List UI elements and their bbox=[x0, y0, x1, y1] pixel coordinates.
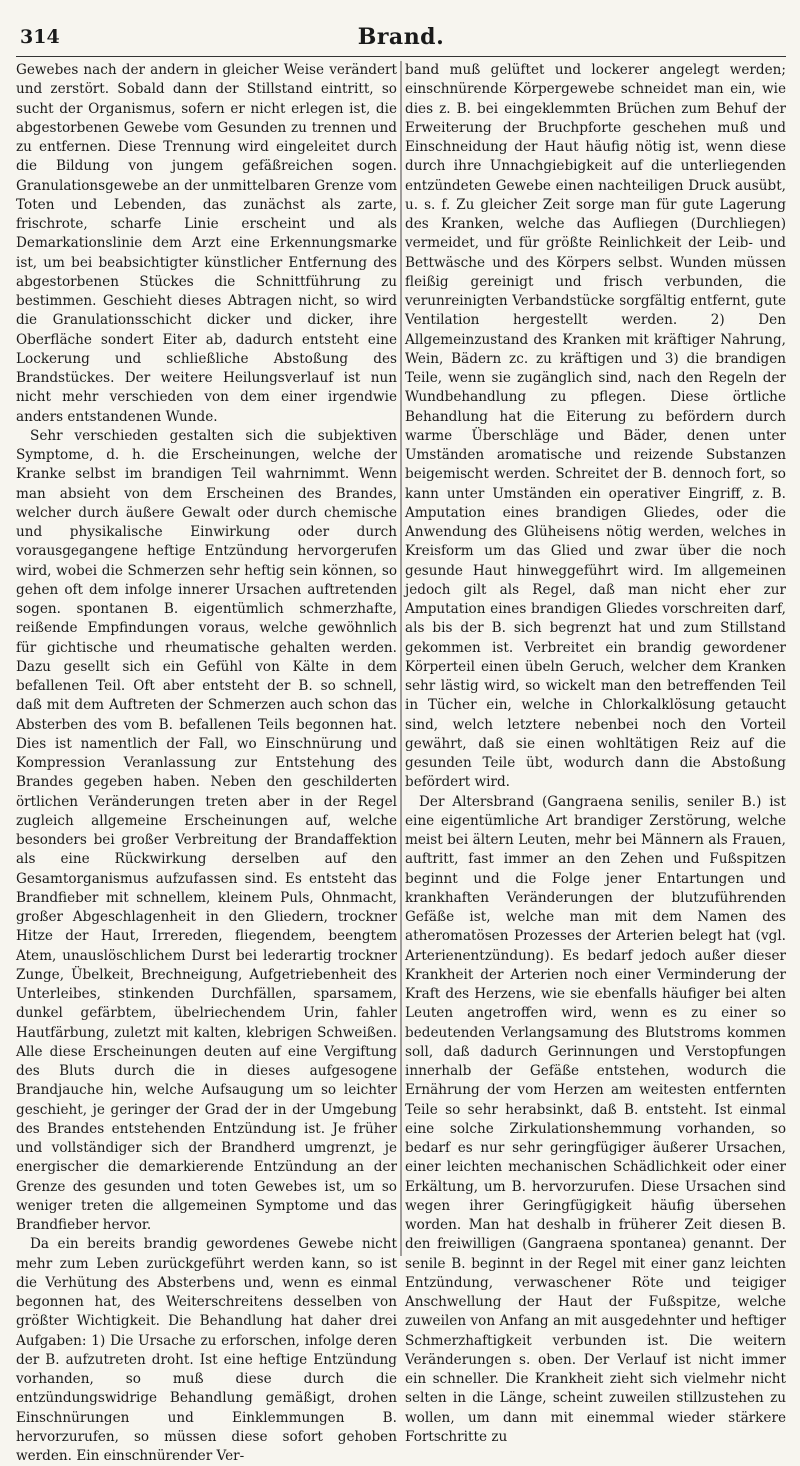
paragraph: Sehr verschieden gestalten sich die subjektiven Symptome, d. h. die Erscheinungen, welche der Kranke selbst im brandigen Teil wahrnimmt. Wenn man absieht von dem Erscheinen des Brandes, welcher durch äußere Gewalt oder durch chemische und physikalische Einwirkung oder durch vorausgegangene heftige Entzündung hervorgerufen wird, wobei die Schmerzen sehr heftig sein können, so gehen oft dem infolge innerer Ursachen auftretenden sogen. spontanen B. eigentümlich schmerzhafte, reißende Empfindungen voraus, welche gewöhnlich für gichtische und rheumatische gehalten werden. Dazu gesellt sich ein Gefühl von Kälte in dem befallenen Teil. Oft aber entsteht der B. so schnell, daß mit dem Auftreten der Schmerzen auch schon das Absterben des vom B. befallenen Teils begonnen hat. Dies ist namentlich der Fall, wo Einschnürung und Kompression Veranlassung zur Entstehung des Brandes gegeben haben. Neben den geschilderten örtlichen Veränderungen treten aber in der Regel zugleich allgemeine Erscheinungen auf, welche besonders bei großer Verbreitung der Brandaffektion als eine Rückwirkung derselben auf den Gesamtorganismus aufzufassen sind. Es entsteht das Brandfieber mit schnellem, kleinem Puls, Ohnmacht, großer Abgeschlagenheit in den Gliedern, trockner Hitze der Haut, Irrereden, fliegendem, beengtem Atem, unauslöschlichem Durst bei lederartig trockner Zunge, Übelkeit, Brechneigung, Aufgetriebenheit des Unterleibes, stinkenden Durchfällen, sparsamem, dunkel gefärbtem, übelriechendem Urin, fahler Hautfärbung, zuletzt mit kalten, klebrigen Schweißen. Alle diese Erscheinungen deuten auf eine Vergiftung des Bluts durch die in dieses aufgesogene Brandjauche hin, welche Aufsaugung um so leichter geschieht, je geringer der Grad der in der Umgebung des Brandes entstehenden Entzündung ist. Je früher und vollständiger sich der Brandherd umgrenzt, je energischer die demarkierende Entzündung an der Grenze des gesunden und toten Gewebes ist, um so weniger treten die allgemeinen Symptome und das Brandfieber hervor. bbox=[16, 427, 397, 1233]
paragraph: Da ein bereits brandig gewordenes Gewebe nicht mehr zum Leben zurückgeführt werden kann, so ist die Verhütung des Absterbens und, wenn es einmal begonnen hat, des Weiterschreitens desselben von größter Wichtigkeit. Die Behandlung hat daher drei Aufgaben: 1) Die Ursache zu erforschen, infolge deren der B. aufzutreten droht. Ist eine heftige Entzündung vorhanden, so muß diese durch die entzündungswidrige Behandlung gemäßigt, drohen Einschnürungen und Einklemmungen B. hervorzurufen, so müssen diese sofort gehoben werden. Ein einschnürender Ver- bbox=[16, 1236, 397, 1464]
page-number: 314 bbox=[20, 26, 60, 48]
paragraph: Der Altersbrand (Gangraena senilis, seniler B.) ist eine eigentümliche Art brandiger Zerstörung, welche meist bei ältern Leuten, mehr bei Männern als Frauen, auftritt, fast immer an den Zehen und Fußspitzen beginnt und die Folge jener Entartungen und krankhaften Veränderungen der blutzuführenden Gefäße ist, welche man mit dem Namen des atheromatösen Prozesses der Arterien belegt hat (vgl. Arterienentzündung). Es bedarf jedoch außer dieser Krankheit der Arterien noch einer Verminderung der Kraft des Herzens, wie sie ebenfalls häufiger bei alten Leuten angetroffen wird, wenn es zu einer so bedeutenden Verlangsamung des Blutstroms kommen soll, daß dadurch Gerinnungen und Verstopfungen innerhalb der Gefäße entstehen, wodurch die Ernährung der vom Herzen am weitesten entfernten Teile so sehr herabsinkt, daß B. entsteht. Ist einmal eine solche Zirkulationshemmung vorhanden, so bedarf es nur sehr geringfügiger äußerer Ursachen, einer leichten mechanischen Schädlichkeit oder einer Erkältung, um B. hervorzurufen. Diese Ursachen sind wegen ihrer Geringfügigkeit häufig übersehen worden. Man hat deshalb in früherer Zeit diesen B. den freiwilligen (Gangraena spontanea) genannt. Der senile B. beginnt in der Regel mit einer ganz leichten Entzündung, verwaschener Röte und teigiger Anschwellung der Haut der Fußspitze, welche zuweilen von Anfang an mit ausgedehnter und heftiger Schmerzhaftigkeit verbunden ist. Die weitern Veränderungen s. oben. Der Verlauf ist nicht immer ein schneller. Die Krankheit zieht sich vielmehr nicht selten in die Länge, scheint zuweilen stillzustehen zu wollen, um dann mit einemmal wieder stärkere Fortschritte zu bbox=[405, 793, 786, 1445]
left-column bbox=[16, 61, 397, 1464]
paragraph: Gewebes nach der andern in gleicher Weise verändert und zerstört. Sobald dann der Stillstand eintritt, so sucht der Organismus, sofern er nicht erlegen ist, die abgestorbenen Gewebe vom Gesunden zu trennen und zu entfernen. Diese Trennung wird eingeleitet durch die Bildung von jungem gefäßreichen sogen. Granulationsgewebe an der unmittelbaren Grenze vom Toten und Lebenden, das zunächst als zarte, frischrote, scharfe Linie erscheint und als Demarkationslinie dem Arzt eine Erkennungsmarke ist, um bei beabsichtigter künstlicher Entfernung des abgestorbenen Stückes die Schnittführung zu bestimmen. Geschieht dieses Abtragen nicht, so wird die Granulationsschicht dicker und dicker, ihre Oberfläche sondert Eiter ab, dadurch entsteht eine Lockerung und schließliche Abstoßung des Brandstückes. Der weitere Heilungsverlauf ist nun nicht mehr verschieden von dem einer irgendwie anders entstandenen Wunde. bbox=[16, 62, 397, 425]
paragraph: band muß gelüftet und lockerer angelegt werden; einschnürende Körpergewebe schneidet man ein, wie dies z. B. bei eingeklemmten Brüchen zum Behuf der Erweiterung der Bruchpforte geschehen muß und Einschneidung der Haut häufig nötig ist, wenn diese durch ihre Unnachgiebigkeit auf die unterliegenden entzündeten Gewebe einen nachteiligen Druck ausübt, u. s. f. Zu gleicher Zeit sorge man für gute Lagerung des Kranken, welche das Aufliegen (Durchliegen) vermeidet, und für größte Reinlichkeit der Leib- und Bettwäsche und des Körpers selbst. Wunden müssen fleißig gereinigt und frisch verbunden, die verunreinigten Verbandstücke sorgfältig entfernt, gute Ventilation hergestellt werden. 2) Den Allgemeinzustand des Kranken mit kräftiger Nahrung, Wein, Bädern zc. zu kräftigen und 3) die brandigen Teile, wenn sie zugänglich sind, nach den Regeln der Wundbehandlung zu pflegen. Diese örtliche Behandlung hat die Eiterung zu befördern durch warme Überschläge und Bäder, denen unter Umständen aromatische und reizende Substanzen beigemischt werden. Schreitet der B. dennoch fort, so kann unter Umständen ein operativer Eingriff, z. B. Amputation eines brandigen Gliedes, oder die Anwendung des Glüheisens nötig werden, welches in Kreisform um das Glied und zwar über die noch gesunde Haut hinweggeführt wird. Im allgemeinen jedoch gilt als Regel, daß man nicht eher zur Amputation eines brandigen Gliedes vorschreiten darf, als bis der B. sich begrenzt hat und zum Stillstand gekommen ist. Verbreitet ein brandig gewordener Körperteil einen übeln Geruch, welcher dem Kranken sehr lästig wird, so wickelt man den betreffenden Teil in Tücher ein, welche in Chlorkalklösung getaucht sind, welch letztere nebenbei noch den Vorteil gewährt, daß sie einen wohltätigen Reiz auf die gesunden Teile übt, wodurch dann die Abstoßung befördert wird. bbox=[405, 62, 786, 791]
page-header bbox=[16, 22, 786, 57]
text-columns bbox=[16, 61, 786, 1464]
right-column bbox=[405, 61, 786, 1445]
running-head-title: Brand. bbox=[357, 24, 445, 50]
